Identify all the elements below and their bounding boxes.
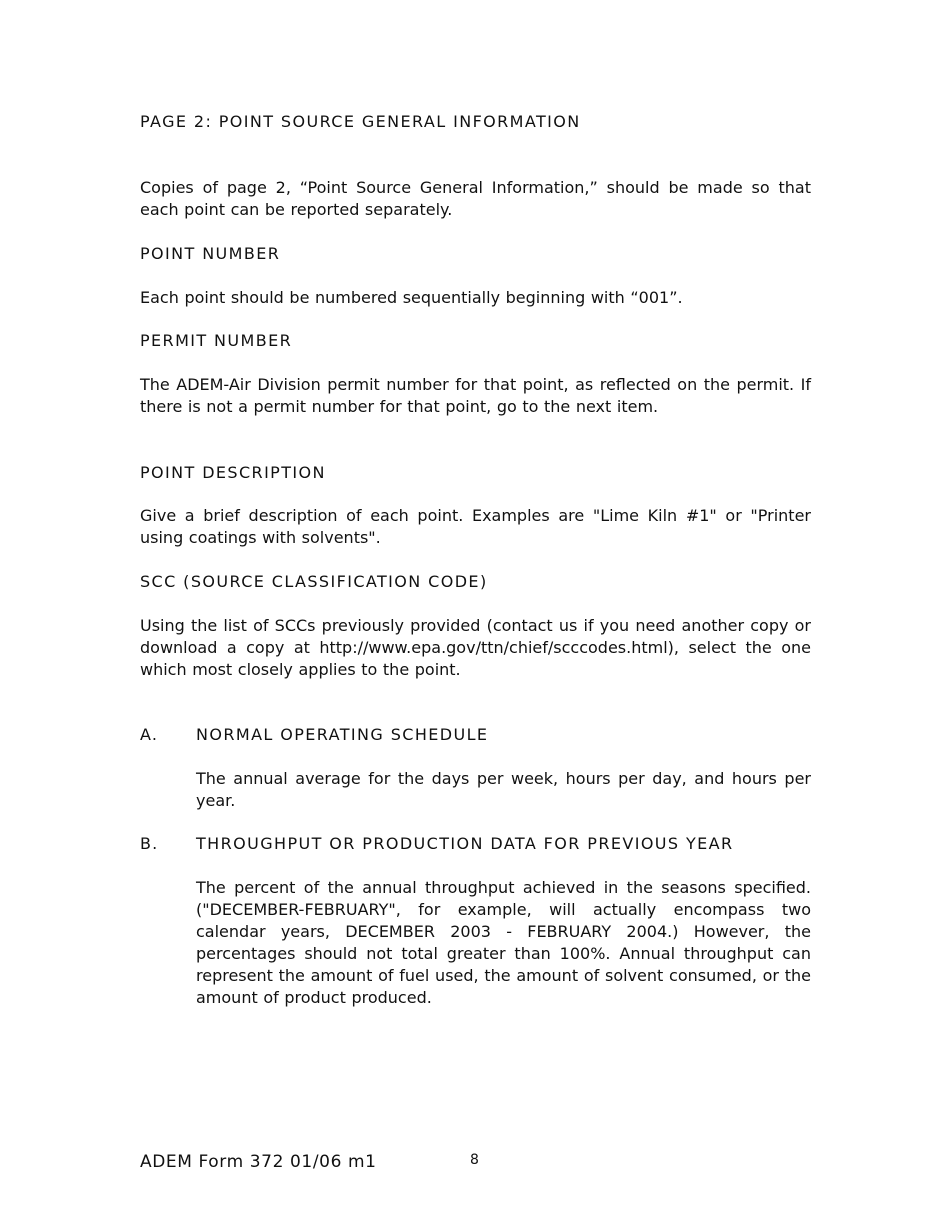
scc-text: Using the list of SCCs previously provided (contact us if you need another copy or download a copy at http://www.epa.gov/ttn/chief/scccodes.html), select the one which most closely applies to the point.	[140, 616, 811, 679]
permit-number-text: The ADEM-Air Division permit number for that point, as reflected on the permit. If there is not a permit number for that point, go to the next item.	[140, 375, 811, 416]
point-description-text: Give a brief description of each point. Examples are "Lime Kiln #1" or "Printer using coatings with solvents".	[140, 506, 811, 547]
section-b-letter: B.	[140, 834, 159, 853]
footer-form-id: ADEM Form 372 01/06 m1	[140, 1152, 377, 1172]
permit-number-heading: PERMIT NUMBER	[140, 331, 293, 350]
page-title: PAGE 2: POINT SOURCE GENERAL INFORMATION	[140, 112, 581, 131]
footer-page-number: 8	[470, 1152, 479, 1168]
point-description-heading: POINT DESCRIPTION	[140, 463, 326, 482]
point-number-text: Each point should be numbered sequentially beginning with “001”.	[140, 288, 683, 307]
section-b-heading: THROUGHPUT OR PRODUCTION DATA FOR PREVIOUS YEAR	[196, 834, 734, 853]
scc-heading: SCC (SOURCE CLASSIFICATION CODE)	[140, 572, 488, 591]
section-a-letter: A.	[140, 725, 159, 744]
section-a-text: The annual average for the days per week, hours per day, and hours per year.	[196, 769, 811, 810]
section-b-text: The percent of the annual throughput achieved in the seasons specified. ("DECEMBER-FEBRUARY", for example, will actually encompass two calendar years, DECEMBER 2003 - FEBRUARY 2004.) However, the percentages should not total greater than 100%. Annual throughput can represent the amount of fuel used, the amount of solvent consumed, or the amount of product produced.	[196, 878, 811, 1007]
intro-paragraph: Copies of page 2, “Point Source General Information,” should be made so that each point can be reported separately.	[140, 178, 811, 219]
section-a-heading: NORMAL OPERATING SCHEDULE	[196, 725, 489, 744]
point-number-heading: POINT NUMBER	[140, 244, 281, 263]
